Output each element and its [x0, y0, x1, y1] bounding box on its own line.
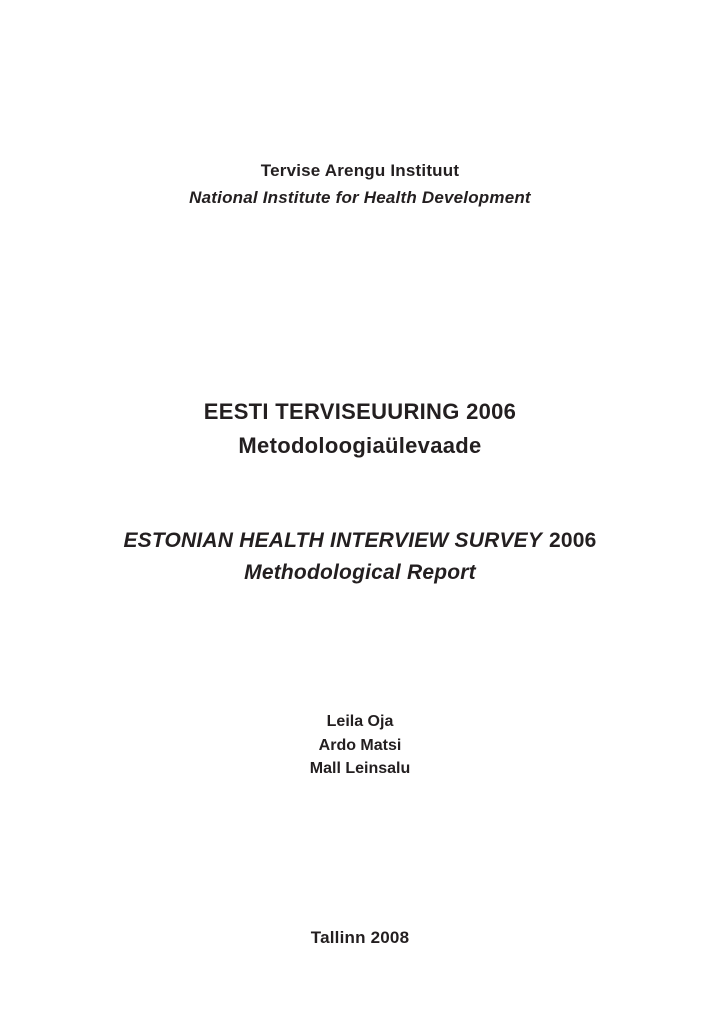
report-title-english-text: ESTONIAN HEALTH INTERVIEW SURVEY: [123, 529, 543, 552]
report-title-estonian-line1: EESTI TERVISEUURING 2006: [203, 399, 517, 424]
author-name: Ardo Matsi: [318, 736, 402, 754]
report-title-english-line2: Methodological Report: [244, 561, 476, 584]
report-title-estonian-line2: Metodoloogiaülevaade: [238, 433, 482, 458]
report-title-english-line1: [0, 529, 720, 553]
author-name: Leila Oja: [326, 713, 394, 730]
imprint-place-year: Tallinn 2008: [310, 928, 410, 947]
author-name: Mall Leinsalu: [309, 760, 411, 777]
authors-list: [0, 710, 720, 781]
institute-name-estonian: Tervise Arengu Instituut: [260, 161, 460, 180]
institute-name-english: National Institute for Health Development: [189, 188, 531, 207]
report-title-english-year: 2006: [549, 529, 597, 552]
